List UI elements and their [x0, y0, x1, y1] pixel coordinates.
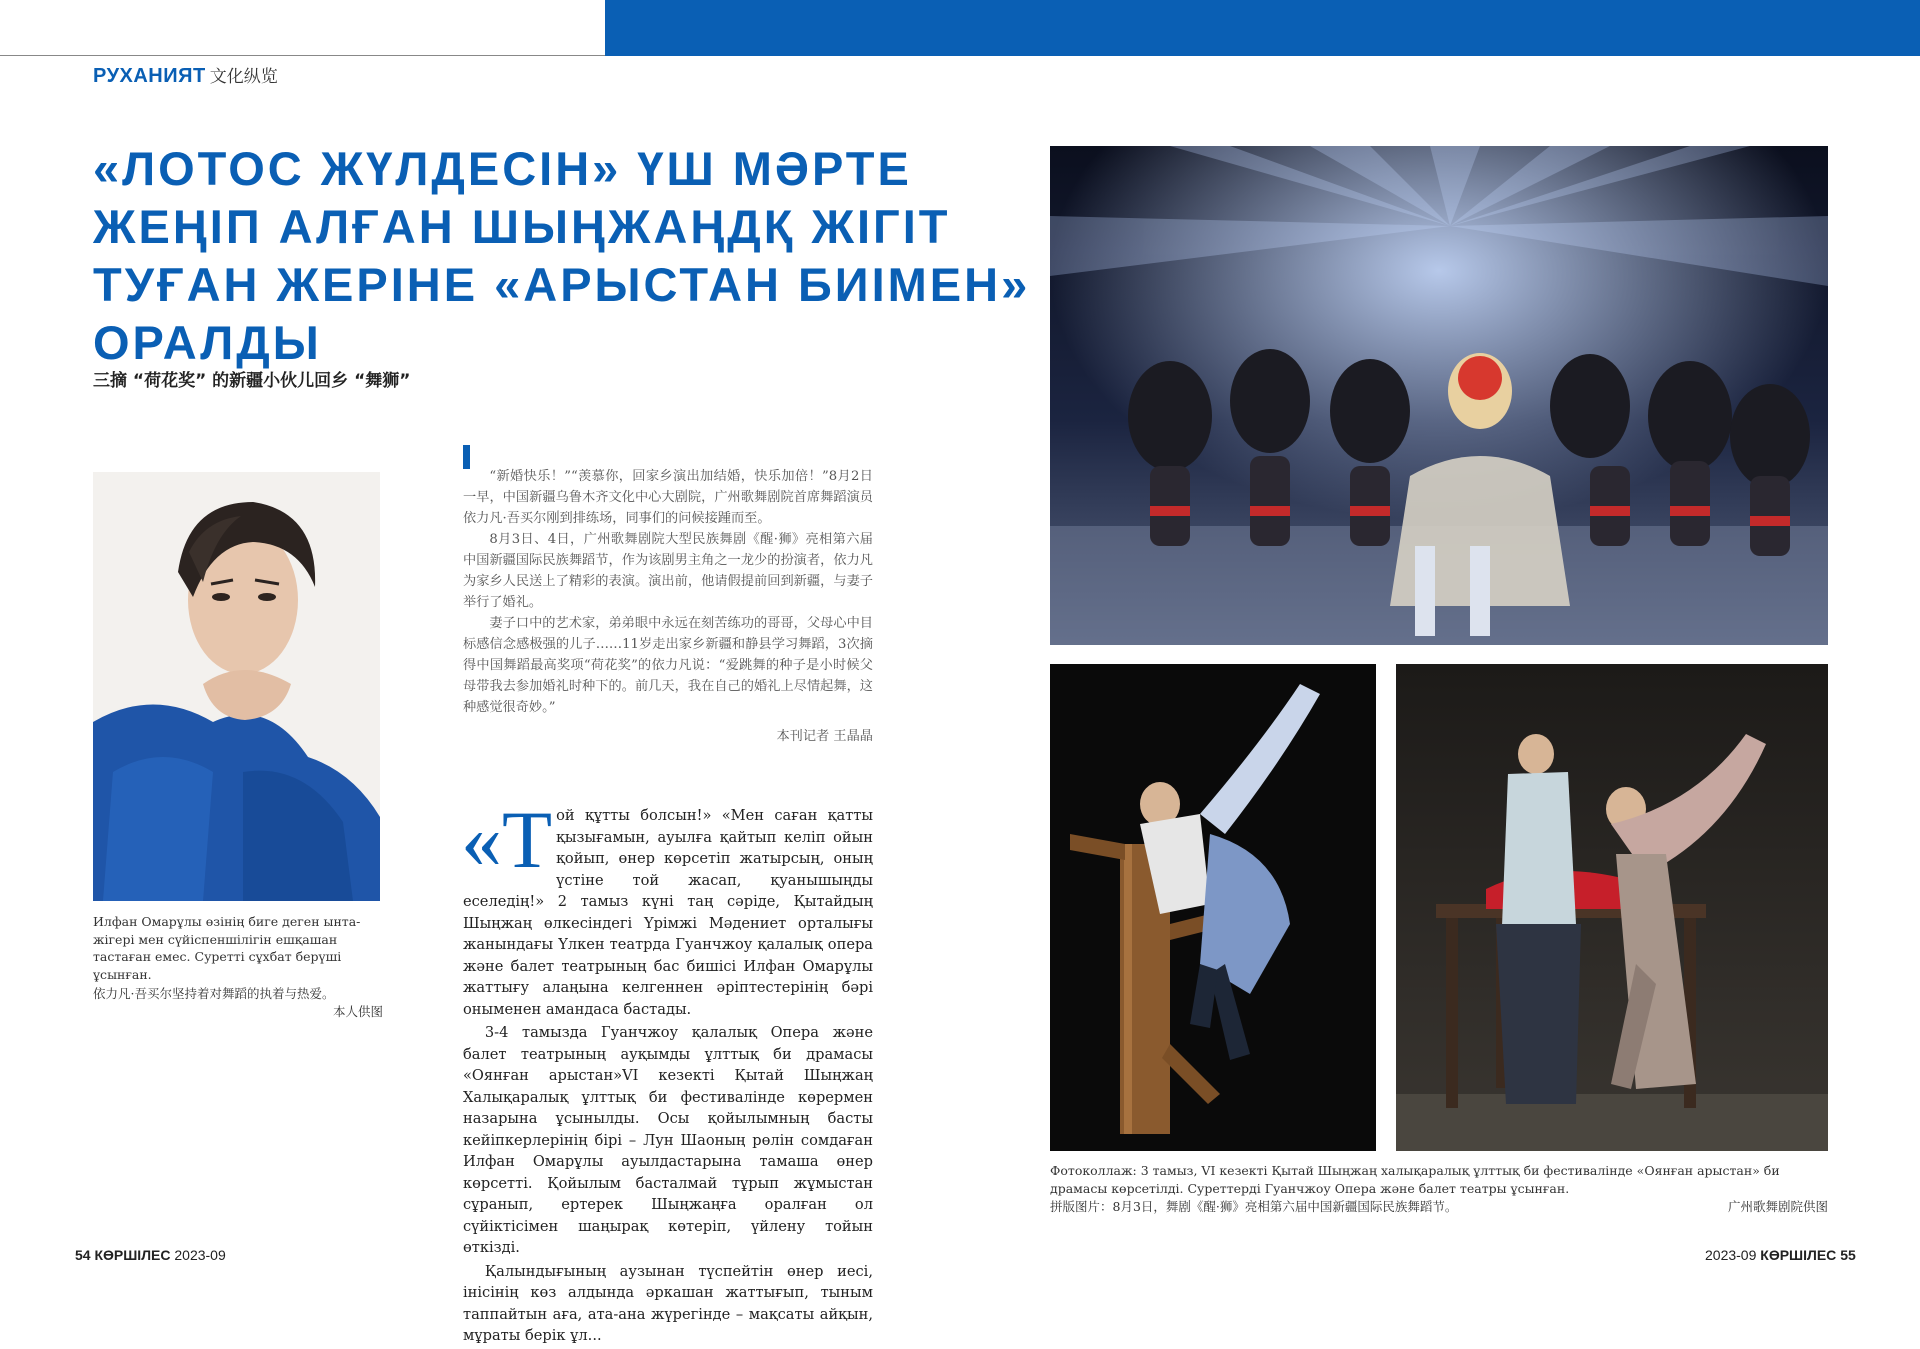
stage-illustration [1050, 146, 1828, 645]
section-label-kz: РУХАНИЯТ [93, 65, 206, 87]
header-rule [0, 55, 605, 56]
portrait-caption [93, 913, 383, 1020]
folio-left [75, 1247, 226, 1263]
magazine-name-left: КӨРШІЛЕС [94, 1247, 171, 1263]
drop-cap: «Т [461, 794, 553, 885]
header-color-bar [605, 0, 1920, 56]
portrait-photo [93, 472, 380, 901]
issue-right: 2023-09 [1705, 1247, 1757, 1263]
page-number-right: 55 [1840, 1247, 1856, 1263]
table-scene-illustration [1396, 664, 1828, 1151]
portrait-caption-cn: 依力凡·吾买尔坚持着对舞蹈的执着与热爱。 [93, 986, 335, 1001]
collage-caption-cn-row [1050, 1198, 1828, 1216]
kz-paragraph: Қалындығының аузынан түспейтін өнер иесі, інісінің көз алдында әркашан жаттығып, тыным таппайтын аға, ата-ана жүрегінде – мақсаты айқын, мұраты берік ұл... [463, 1262, 873, 1344]
collage-caption-cn: 拼版图片：8月3日，舞剧《醒·狮》亮相第六届中国新疆国际民族舞蹈节。 [1050, 1199, 1458, 1214]
kz-paragraph-first [461, 794, 873, 1020]
headline-line: ЖЕҢІП АЛҒАН ШЫҢЖАҢДҚ ЖІГІТ [93, 200, 951, 253]
cn-paragraph: 8月3日、4日，广州歌舞剧院大型民族舞剧《醒·狮》亮相第六届中国新疆国际民族舞蹈节，作为该剧男主角之一龙少的扮演者，依力凡为家乡人民送上了精彩的表演。演出前，他请假提前回到新疆，与妻子举行了婚礼。 [463, 532, 873, 610]
cn-paragraph: 妻子口中的艺术家，弟弟眼中永远在刻苦练功的哥哥，父母心中目标感信念感极强的儿子……11岁走出家乡新疆和静县学习舞蹈，3次摘得中国舞蹈最高奖项“荷花奖”的依力凡说：“爱跳舞的种子是小时候父母带我去参加婚礼时种下的。前几天，我在自己的婚礼上尽情起舞，这种感觉很奇妙。” [463, 616, 873, 715]
dummy-illustration [1050, 664, 1376, 1151]
collage-caption-kz: Фотоколлаж: 3 тамыз, VI кезекті Қытай Шыңжаң халықаралық ұлттық би фестивалінде «Оянған арыстан» би драмасы көрсетілді. Суреттерді Гуанчжоу Опера және балет театры ұсынған. [1050, 1163, 1780, 1196]
kz-paragraph-text: ой құтты болсын!» «Мен саған қатты қызығамын, ауылға қайтып келіп ойын қойып, өнер көрсетіп жатырсың, оның үстіне той жасап, қуанышыңды еселедің!» 2 тамыз күні таң сәріде, Қытайдың Шыңжаң өлкесіндегі Үрімжі Мәдениет орталығы жанындағы Үлкен театрда Гуанчжоу қалалық опера және балет театрының бас бишісі Илфан Омарұлы жаттығу алаңына келгеннен әріптестерінің бәрі оныменен амандаса бастады. [463, 807, 873, 1018]
stage-photo-wooden-dummy [1050, 664, 1376, 1151]
magazine-name-right: КӨРШІЛЕС [1760, 1247, 1837, 1263]
portrait-illustration [93, 472, 380, 901]
cn-paragraph: “新婚快乐！”“羡慕你，回家乡演出加结婚，快乐加倍！”8月2日一早，中国新疆乌鲁木齐文化中心大剧院，广州歌舞剧院首席舞蹈演员依力凡·吾买尔刚到排练场，同事们的问候接踵而至。 [463, 469, 873, 526]
chinese-intro [463, 440, 873, 747]
portrait-photo-credit: 本人供图 [332, 1003, 383, 1019]
collage-photo-credit: 广州歌舞剧院供图 [1727, 1199, 1828, 1214]
headline-line: ОРАЛДЫ [93, 316, 322, 369]
article-headline [93, 140, 1031, 372]
stage-photo-lion-dance [1050, 146, 1828, 645]
page-number-left: 54 [75, 1247, 91, 1263]
section-label-cn: 文化纵览 [209, 67, 278, 86]
cn-byline: 本刊记者 王晶晶 [776, 729, 873, 744]
collage-caption [1050, 1162, 1828, 1216]
kz-paragraph: 3-4 тамызда Гуанчжоу қалалық Опера және балет театрының ауқымды ұлттық би драмасы «Оянған арыстан»VI кезекті Қытай Шыңжаң Халықаралық ұлттық би фестивалінде көрермен назарына ұсынылды. Осы қойылымның басты кейіпкерлерінің бірі – Лун Шаоның рөлін сомдаған Илфан Омарұлы ауылдастарына тамаша өнер көрсетті. Қойылым басталмай тұрып жұмыстан сұранып, ертерек Шыңжаңға оралған ол сүйіктісімен шаңырақ көтеріп, үйлену тойын өткізді. [463, 1024, 873, 1256]
article-subtitle-cn: 三摘 “荷花奖” 的新疆小伙儿回乡 “舞狮” [93, 371, 411, 391]
kazakh-body [461, 794, 873, 1349]
folio-right [1705, 1247, 1856, 1263]
section-label [93, 62, 278, 88]
portrait-caption-kz: Илфан Омарұлы өзінің биге деген ынта-жігері мен сүйіспеншілігін ешқашан тастаған емес. Суретті сұхбат берүші ұсынған. [93, 914, 361, 982]
issue-left: 2023-09 [174, 1247, 226, 1263]
stage-photo-table-scene [1396, 664, 1828, 1151]
headline-line: ТУҒАН ЖЕРІНЕ «АРЫСТАН БИІМЕН» [93, 258, 1031, 311]
headline-line: «ЛОТОС ЖҮЛДЕСІН» ҮШ МӘРТЕ [93, 142, 912, 195]
